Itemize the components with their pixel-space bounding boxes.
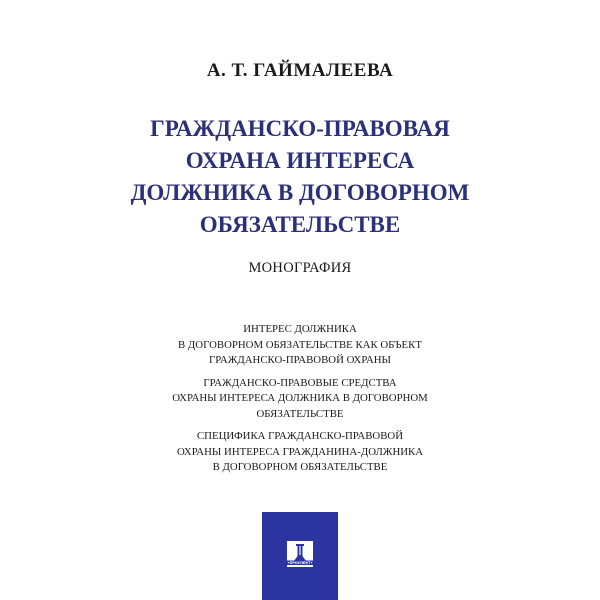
genre-label: МОНОГРАФИЯ [248, 260, 352, 276]
title-line: ДОЛЖНИКА В ДОГОВОРНОМ [130, 180, 470, 205]
contents-line: В ДОГОВОРНОМ ОБЯЗАТЕЛЬСТВЕ [212, 461, 388, 473]
author-name: А. Т. ГАЙМАЛЕЕВА [206, 60, 394, 81]
svg-text:•ПРОСПЕКТ•: •ПРОСПЕКТ• [287, 561, 313, 566]
contents-line: ОХРАНЫ ИНТЕРЕСА ГРАЖДАНИНА-ДОЛЖНИКА [176, 445, 424, 458]
contents-line: ОБЯЗАТЕЛЬСТВЕ [256, 407, 344, 420]
contents-list [0, 322, 600, 483]
contents-line: ГРАЖДАНСКО-ПРАВОВОЙ ОХРАНЫ [209, 354, 391, 366]
title-line: ГРАЖДАНСКО-ПРАВОВАЯ [150, 116, 450, 141]
contents-line: В ДОГОВОРНОМ ОБЯЗАТЕЛЬСТВЕ КАК ОБЪЕКТ [178, 338, 422, 351]
contents-line: ГРАЖДАНСКО-ПРАВОВЫЕ СРЕДСТВА [203, 376, 397, 389]
title-line: ОХРАНА ИНТЕРЕСА [185, 148, 415, 173]
contents-section [0, 322, 600, 369]
contents-section [0, 429, 600, 476]
prospekt-logo-icon [287, 541, 313, 567]
contents-line: СПЕЦИФИКА ГРАЖДАНСКО-ПРАВОВОЙ [196, 430, 404, 442]
book-title [0, 113, 600, 241]
prospekt-logo-svg [287, 541, 313, 567]
contents-line: ОХРАНЫ ИНТЕРЕСА ДОЛЖНИКА В ДОГОВОРНОМ [172, 392, 428, 404]
title-line: ОБЯЗАТЕЛЬСТВЕ [199, 212, 401, 237]
publisher-block [262, 512, 338, 600]
contents-section [0, 376, 600, 423]
contents-line: ИНТЕРЕС ДОЛЖНИКА [243, 323, 357, 335]
